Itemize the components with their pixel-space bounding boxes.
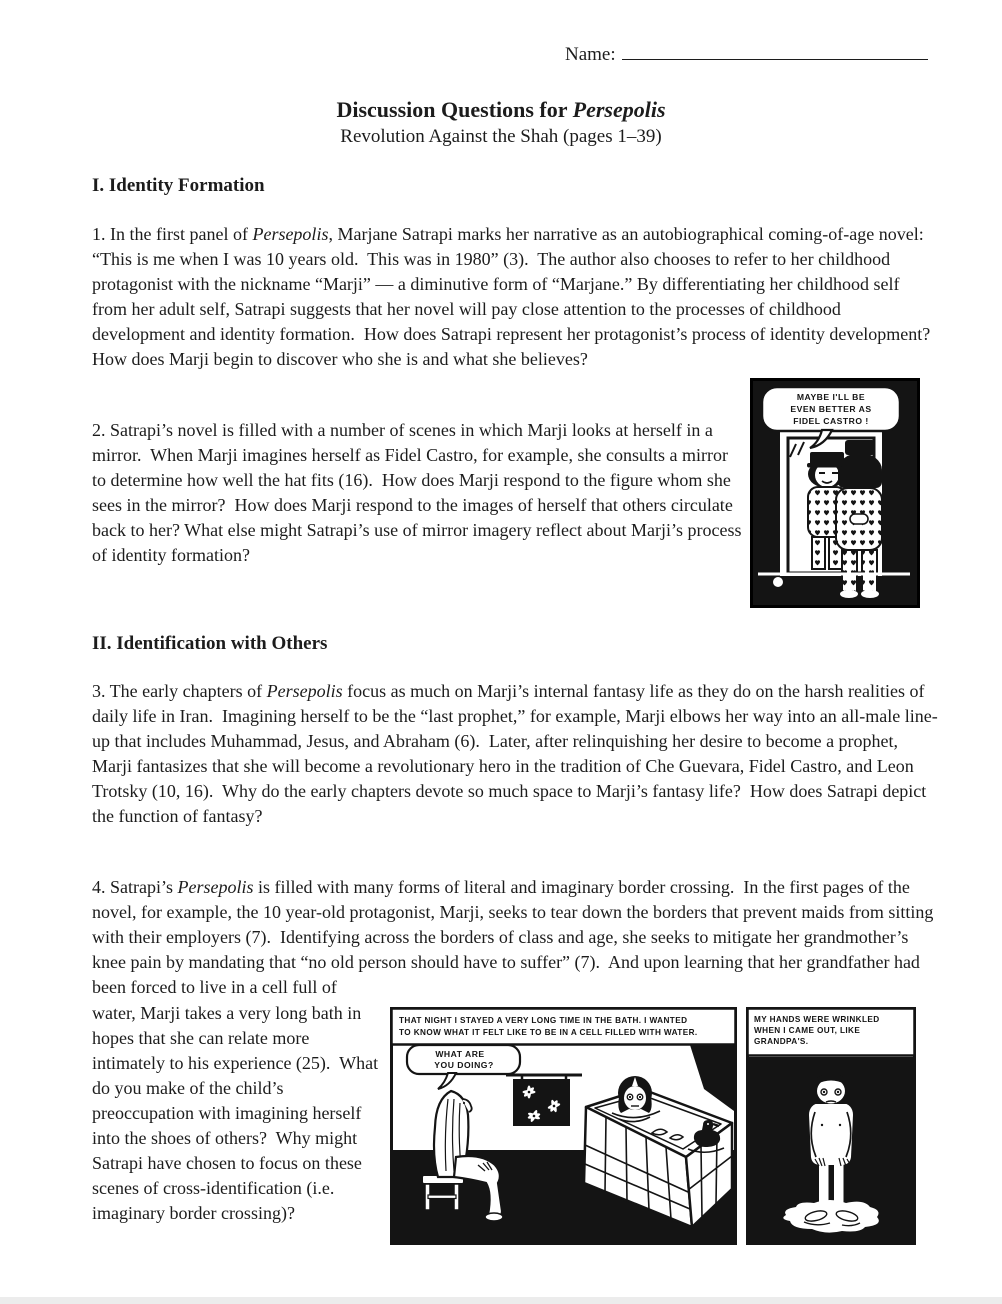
svg-text:MY HANDS WERE WRINKLED: MY HANDS WERE WRINKLED (754, 1015, 880, 1024)
section-heading-identity-formation: I. Identity Formation (92, 175, 265, 196)
caption-box-bath (392, 1009, 736, 1045)
comic-panel-wrinkled-hands (746, 1007, 916, 1245)
caption-box-wrinkled (748, 1009, 915, 1056)
comic-panel-mirror-fidel-castro (750, 378, 920, 608)
question-3: 3. The early chapters of Persepolis focus as much on Marji’s internal fantasy life as they do on the harsh realities of daily life in Iran. Imagining herself to be the “last prophet,” for example, Marji elbows her way into an all-male line-up that includes Muhammad, Jesus, and Abraham (6). Later, after relinquishing her desire to become a prophet, Marji fantasizes that she will become a revolutionary hero in the tradition of Che Guevara, Fidel Castro, and Leon Trotsky (10, 16). Why do the early chapters devote so much space to Marji’s fantasy life? How does Satrapi depict the function of fantasy? (92, 681, 938, 826)
question-4-part-1: 4. Satrapi’s Persepolis is filled with many forms of literal and imaginary border crossing. In the first pages of the novel, for example, the 10 year-old protagonist, Marji, seeks to tear down the borders that prevent maids from sitting with their employers (7). Identifying across the borders of class and age, she seeks to mitigate her grandmother’s knee pain by mandating that “no old person should have to suffer” (7). And upon learning that her grandfather had been forced to live in a cell full of (92, 877, 938, 997)
svg-text:THAT NIGHT I STAYED A VERY LON: THAT NIGHT I STAYED A VERY LONG TIME IN THE BATH. I WANTED (399, 1016, 688, 1025)
question-1: 1. In the first panel of Persepolis, Marjane Satrapi marks her narrative as an autobiographical coming-of-age novel: “This is me when I was 10 years old. This was in 1980” (3). The author also chooses to refer to her childhood protagonist with the nickname “Marji” — a diminutive form of “Marjane.” By differentiating her childhood self from her adult self, Satrapi suggests that her novel will pay close attention to the processes of childhood development and identity formation. How does Satrapi represent her protagonist’s process of identity development? How does Marji begin to discover who she is and what she believes? (92, 224, 940, 369)
viewer-bottom-edge (0, 1297, 1002, 1304)
comic-panel-bath-scene (390, 1007, 737, 1245)
svg-text:MAYBE I'LL BE: MAYBE I'LL BE (796, 392, 866, 402)
page-subtitle: Revolution Against the Shah (pages 1–39) (340, 126, 662, 147)
question-2: 2. Satrapi’s novel is filled with a number of scenes in which Marji looks at herself in a mirror. When Marji imagines herself as Fidel Castro, for example, she consults a mirror to determine how well the hat fits (16). How does Marji respond to the figure whom she sees in the mirror? How does Marji respond to the images of herself that others circulate back to her? What else might Satrapi’s use of mirror imagery reflect about Marji’s process of identity formation? (92, 420, 746, 565)
floor-ball (773, 577, 783, 587)
page-title: Discussion Questions for Persepolis (336, 97, 666, 122)
svg-text:YOU DOING?: YOU DOING? (434, 1060, 494, 1070)
name-label: Name: (565, 44, 616, 65)
svg-text:FIDEL CASTRO !: FIDEL CASTRO ! (793, 416, 869, 426)
name-blank-line (622, 42, 928, 60)
svg-text:TO KNOW WHAT IT FELT LIKE TO B: TO KNOW WHAT IT FELT LIKE TO BE IN A CELL FILLED WITH WATER. (399, 1028, 698, 1037)
svg-text:WHAT ARE: WHAT ARE (435, 1049, 485, 1059)
svg-text:GRANDPA'S.: GRANDPA'S. (754, 1037, 809, 1046)
svg-text:EVEN BETTER AS: EVEN BETTER AS (790, 404, 872, 414)
svg-text:WHEN I CAME OUT, LIKE: WHEN I CAME OUT, LIKE (754, 1026, 861, 1035)
question-4-part-2: water, Marji takes a very long bath in hopes that she can relate more intimately to his experience (25). What do you make of the child’s preoccupation with imagining herself into the shoes of others? Why might Satrapi have chosen to focus on these scenes of cross-identification (i.e. imaginary border crossing)? (92, 1003, 383, 1223)
section-heading-identification-with-others: II. Identification with Others (92, 633, 328, 654)
name-row (565, 42, 928, 66)
